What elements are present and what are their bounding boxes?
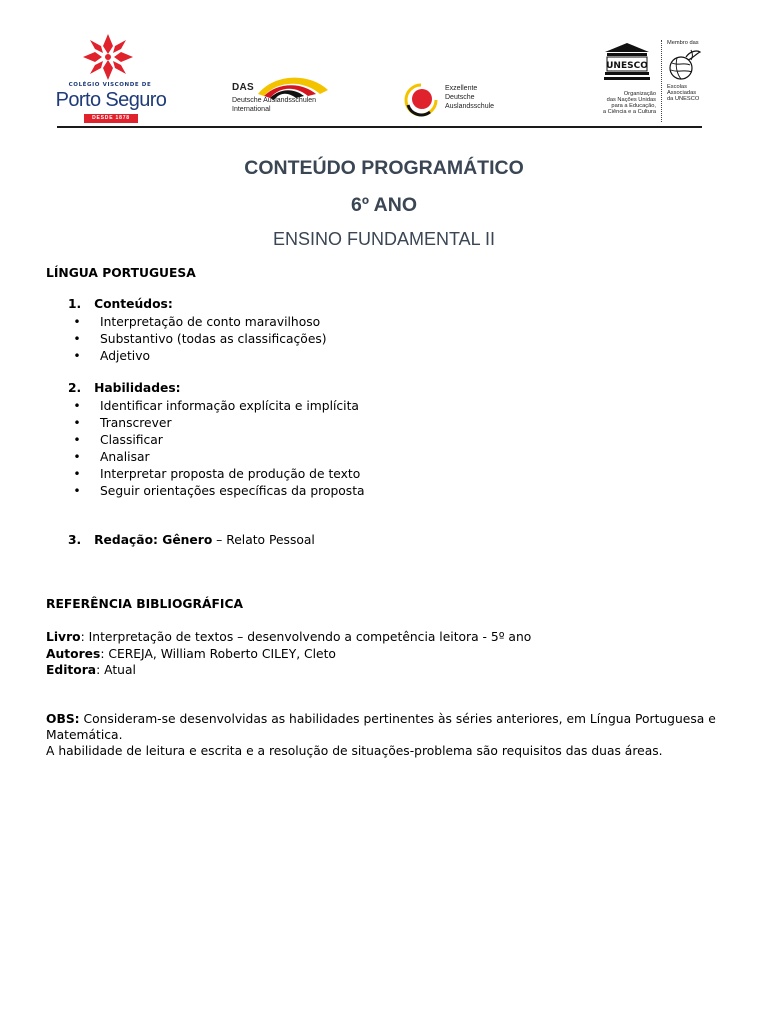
- authors-value: : CEREJA, William Roberto CILEY, Cleto: [100, 647, 336, 661]
- unesco-logo: [590, 40, 708, 122]
- unesco-assoc-line-3: da UNESCO: [667, 96, 700, 102]
- porto-seguro-college-text: COLÉGIO VISCONDE DE: [68, 82, 152, 88]
- porto-seguro-name: Porto Seguro: [55, 89, 167, 111]
- porto-seguro-logo: [50, 32, 172, 124]
- section-3-number: 3.: [68, 533, 82, 547]
- das-logo: [230, 76, 335, 120]
- exzellente-line-1: Exzellente: [445, 85, 478, 92]
- exzellente-logo: [404, 83, 504, 117]
- unesco-wordmark: UNESCO: [606, 61, 648, 71]
- document-title: CONTEÚDO PROGRAMÁTICO: [244, 157, 524, 179]
- das-line-2: International: [232, 106, 271, 113]
- porto-seguro-since: DESDE 1878: [84, 114, 138, 123]
- unesco-membro-text: Membro das: [667, 40, 699, 46]
- porto-seguro-star-icon: [80, 32, 136, 82]
- section-1-number: 1.: [68, 297, 82, 311]
- book-value: : Interpretação de textos – desenvolvendo a competência leitora - 5º ano: [80, 630, 532, 644]
- obs-line-3: A habilidade de leitura e escrita e a resolução de situações-problema são requisitos das duas áreas.: [46, 744, 663, 758]
- obs-line-2: Matemática.: [46, 728, 123, 742]
- obs-line-1: [46, 711, 716, 728]
- page-header: [0, 0, 768, 130]
- das-title: DAS: [232, 82, 255, 93]
- unesco-assoc-line-2: Associadas: [667, 90, 697, 96]
- publisher-label: Editora: [46, 663, 97, 677]
- list-item: • Seguir orientações específicas da proposta: [100, 484, 365, 498]
- unesco-divider: [661, 40, 662, 122]
- bibliography-book: [46, 629, 531, 646]
- list-item: • Identificar informação explícita e implícita: [100, 399, 359, 413]
- publisher-value: : Atual: [96, 663, 136, 677]
- unesco-globe-icon: [666, 48, 702, 82]
- bibliography-heading: REFERÊNCIA BIBLIOGRÁFICA: [46, 597, 244, 611]
- subject-heading: LÍNGUA PORTUGUESA: [46, 266, 196, 280]
- unesco-org-line-3: para a Educação,: [611, 103, 656, 109]
- unesco-temple-icon: [604, 42, 650, 82]
- header-divider: [57, 126, 702, 128]
- grade-title: 6º ANO: [351, 194, 417, 216]
- section-2-number: 2.: [68, 381, 82, 395]
- section-3-genre: – Relato Pessoal: [212, 533, 315, 547]
- book-label: Livro: [46, 630, 81, 644]
- list-item: • Transcrever: [100, 416, 172, 430]
- das-line-1: Deutsche Auslandsschulen: [232, 97, 317, 104]
- obs-label: OBS:: [46, 712, 80, 726]
- section-2-heading: [68, 381, 181, 395]
- unesco-org-line-1: Organização: [623, 91, 656, 97]
- exzellente-line-2: Deutsche: [445, 94, 475, 101]
- unesco-org-line-2: das Nações Unidas: [606, 97, 656, 103]
- bibliography-authors: [46, 646, 336, 663]
- list-item: • Interpretação de conto maravilhoso: [100, 315, 320, 329]
- section-1-heading: [68, 297, 173, 311]
- list-item: • Classificar: [100, 433, 163, 447]
- section-3-heading: [68, 533, 315, 547]
- obs-text: Consideram-se desenvolvidas as habilidades pertinentes às séries anteriores, em Língua Portuguesa e: [79, 712, 716, 726]
- section-1-title: Conteúdos:: [94, 297, 173, 311]
- unesco-assoc-line-1: Escolas: [667, 84, 687, 90]
- section-3-title: Redação: Gênero: [94, 533, 213, 547]
- list-item: • Substantivo (todas as classificações): [100, 332, 327, 346]
- unesco-org-line-4: a Ciência e a Cultura: [602, 109, 656, 115]
- list-item: • Interpretar proposta de produção de texto: [100, 467, 360, 481]
- list-item: • Adjetivo: [100, 349, 150, 363]
- exzellente-emblem-icon: [404, 83, 438, 117]
- section-2-title: Habilidades:: [94, 381, 181, 395]
- bibliography-publisher: [46, 662, 136, 679]
- exzellente-line-3: Auslandsschule: [445, 103, 495, 110]
- list-item: • Analisar: [100, 450, 150, 464]
- authors-label: Autores: [46, 647, 101, 661]
- level-title: ENSINO FUNDAMENTAL II: [272, 229, 496, 249]
